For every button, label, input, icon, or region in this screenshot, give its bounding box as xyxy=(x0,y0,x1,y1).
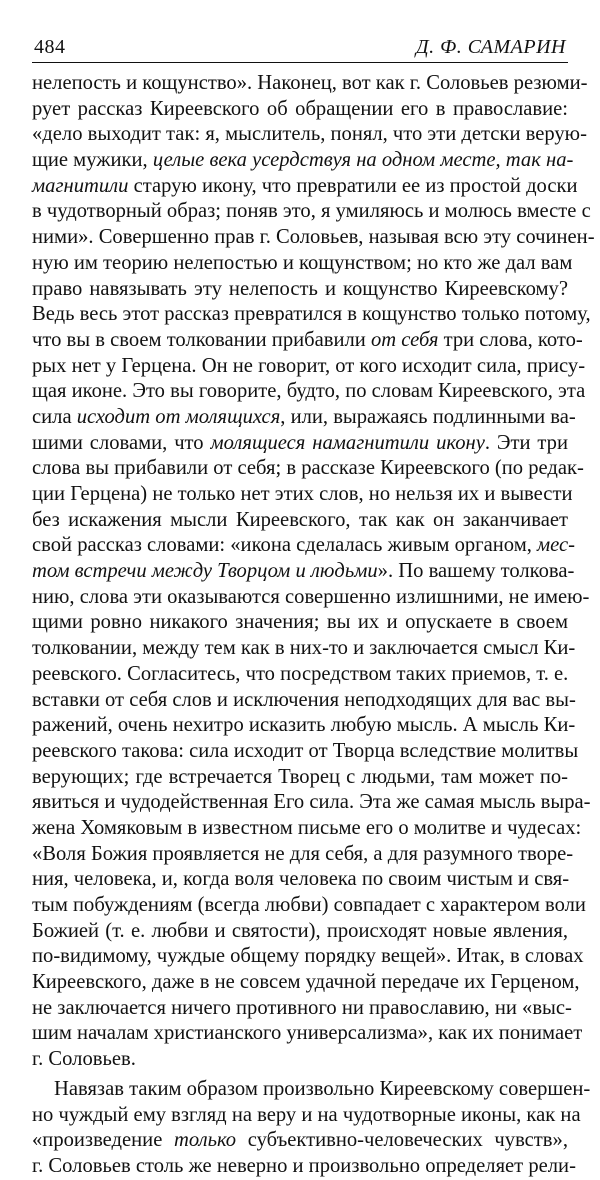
text-run: свой рассказ словами: «икона сделалась живым органом, xyxy=(32,534,538,557)
text-run: ними». Совершенно прав г. Соловьев, называя всю эту сочинен- xyxy=(32,226,595,249)
text-line xyxy=(32,816,582,842)
text-line xyxy=(32,71,588,97)
text-line xyxy=(32,867,568,893)
text-run: право навязывать эту нелепость и кощунство Киреевскому? xyxy=(32,277,568,300)
text-line xyxy=(32,122,587,148)
text-run: . Эти три xyxy=(484,431,568,454)
text-run: Божией (т. е. любви и святости), происходят новые явления, xyxy=(32,919,568,942)
text-run: жена Хомяковым в известном письме его о молитве и чудесах: xyxy=(32,816,582,839)
text-line xyxy=(32,1021,583,1047)
text-run: рых нет у Герцена. Он не говорит, от кого исходит сила, прису- xyxy=(32,354,586,377)
text-run: ражений, очень нехитро исказить любую мысль. А мысль Ки- xyxy=(32,714,576,737)
text-line xyxy=(32,1128,568,1154)
text-run: сила xyxy=(32,405,77,428)
text-run: нию, слова эти оказываются совершенно излишними, не имею- xyxy=(32,585,590,608)
page-number: 484 xyxy=(34,36,66,58)
text-run: ния, человека, и, когда воля человека по своим чистым и свя- xyxy=(32,868,570,891)
text-run: рует рассказ Киреевского об обращении его в православие: xyxy=(32,97,568,120)
running-title: Д. Ф. САМАРИН xyxy=(415,36,566,58)
paragraph xyxy=(32,1077,591,1180)
text-line xyxy=(32,919,568,945)
text-line xyxy=(32,893,586,919)
text-run: не заключается ничего противного ни православию, ни «выс- xyxy=(32,996,572,1019)
text-line xyxy=(32,277,568,303)
running-header xyxy=(32,30,568,62)
text-line xyxy=(32,1077,591,1103)
text-run: вставки от себя слов и исключения неподходящих для вас вы- xyxy=(32,688,576,711)
text-run: слова вы прибавили от себя; в рассказе Киреевского (по редак- xyxy=(32,457,584,480)
text-line xyxy=(32,944,584,970)
text-run: субъективно-человеческих чувств», xyxy=(236,1129,568,1152)
text-run: «Воля Божия проявляется не для себя, а для разумного творе- xyxy=(32,842,574,865)
text-line xyxy=(32,328,583,354)
text-run: ции Герцена) не только нет этих слов, но нельзя их и вывести xyxy=(32,483,573,505)
text-run: «произведение xyxy=(32,1129,174,1152)
text-run: по-видимому, чуждые общему порядку вещей». Итак, в словах xyxy=(32,945,584,968)
text-run: верующих; где встречается Творец с людьми, там может по- xyxy=(32,765,568,788)
text-run: щие мужики, xyxy=(32,149,153,172)
text-run: без искажения мысли Киреевского, так как он заканчивает xyxy=(32,508,568,531)
book-page xyxy=(32,30,595,1180)
text-run: ную им теорию нелепостью и кощунством; но кто же дал вам xyxy=(32,251,573,274)
text-line xyxy=(32,199,591,225)
text-line xyxy=(32,431,568,457)
text-line xyxy=(32,379,586,405)
text-run: Навязав таким образом произвольно Киреевскому совершен- xyxy=(54,1077,591,1100)
text-line xyxy=(32,765,568,791)
text-run: «дело выходит так: я, мыслитель, понял, что эти детски верую- xyxy=(32,123,587,146)
text-line xyxy=(32,970,580,996)
text-run: толковании, между тем как в них-то и заключается смысл Ки- xyxy=(32,637,576,660)
text-line xyxy=(32,790,591,816)
text-line xyxy=(32,1103,581,1129)
text-line xyxy=(32,610,568,636)
text-run: г. Соловьев. xyxy=(32,1048,136,1071)
text-line xyxy=(32,1047,568,1073)
text-run: нелепость и кощунство». Наконец, вот как г. Соловьев резюми- xyxy=(32,72,588,94)
text-line xyxy=(32,456,584,482)
text-run: ». По вашему толкова- xyxy=(377,560,575,583)
body-text xyxy=(32,71,595,1180)
text-run: г. Соловьев столь же неверно и произвольно определяет рели- xyxy=(32,1154,576,1177)
text-line xyxy=(32,1154,576,1180)
text-line xyxy=(32,508,568,534)
text-line xyxy=(32,482,573,508)
text-line xyxy=(32,559,575,585)
italic-emphasis: только xyxy=(173,1129,237,1152)
text-run: щая иконе. Это вы говорите, будто, по словам Киреевского, эта xyxy=(32,380,586,403)
text-line xyxy=(32,713,576,739)
italic-emphasis: целые века усердствуя на одном месте, так на- xyxy=(152,149,574,172)
text-line xyxy=(32,225,595,251)
text-line xyxy=(32,636,576,662)
text-run: явиться и чудодейственная Его сила. Эта же самая мысль выра- xyxy=(32,791,591,814)
text-line xyxy=(32,996,572,1022)
text-run: шими словами, что xyxy=(32,431,211,454)
text-run: Ведь весь этот рассказ превратился в кощунство только потому, xyxy=(32,303,591,326)
text-run: тым побуждениям (всегда любви) совпадает с характером воли xyxy=(32,894,586,916)
text-line xyxy=(32,842,574,868)
text-run: шим началам христианского универсализма», как их понимает xyxy=(32,1022,583,1045)
text-line xyxy=(32,739,579,765)
italic-emphasis: молящиеся намагнитили икону xyxy=(210,431,485,454)
text-line xyxy=(32,148,574,174)
italic-emphasis: от себя xyxy=(370,328,439,351)
italic-emphasis: мес- xyxy=(537,534,576,557)
text-run: старую икону, что превратили ее из простой доски xyxy=(128,174,578,197)
text-line xyxy=(32,533,576,559)
text-run: реевского. Согласитесь, что посредством таких приемов, т. е. xyxy=(32,662,569,685)
text-run: что вы в своем толковании прибавили xyxy=(32,328,371,351)
italic-emphasis: магнитили xyxy=(32,174,129,197)
text-run: в чудотворный образ; поняв это, я умиляюсь и молюсь вместе с xyxy=(32,200,591,223)
paragraph xyxy=(32,71,595,1073)
text-line xyxy=(32,251,573,277)
text-line xyxy=(32,354,586,380)
text-line xyxy=(32,688,576,714)
text-run: , или, выражаясь подлинными ва- xyxy=(280,405,576,428)
text-line xyxy=(32,405,576,431)
text-line xyxy=(32,97,568,123)
text-line xyxy=(32,174,578,200)
text-run: реевского такова: сила исходит от Творца вследствие молитвы xyxy=(32,739,579,762)
text-line xyxy=(32,662,568,688)
text-run: но чуждый ему взгляд на веру и на чудотворные иконы, как на xyxy=(32,1103,581,1126)
header-rule xyxy=(32,62,568,63)
text-run: три слова, кото- xyxy=(438,328,583,351)
text-line xyxy=(32,585,590,611)
text-line xyxy=(32,302,591,328)
italic-emphasis: исходит от молящихся xyxy=(76,405,281,428)
italic-emphasis: том встречи между Творцом и людьми xyxy=(32,560,378,583)
text-run: щими ровно никакого значения; вы их и опускаете в своем xyxy=(32,611,568,634)
text-run: Киреевского, даже в не совсем удачной передаче их Герценом, xyxy=(32,971,580,994)
